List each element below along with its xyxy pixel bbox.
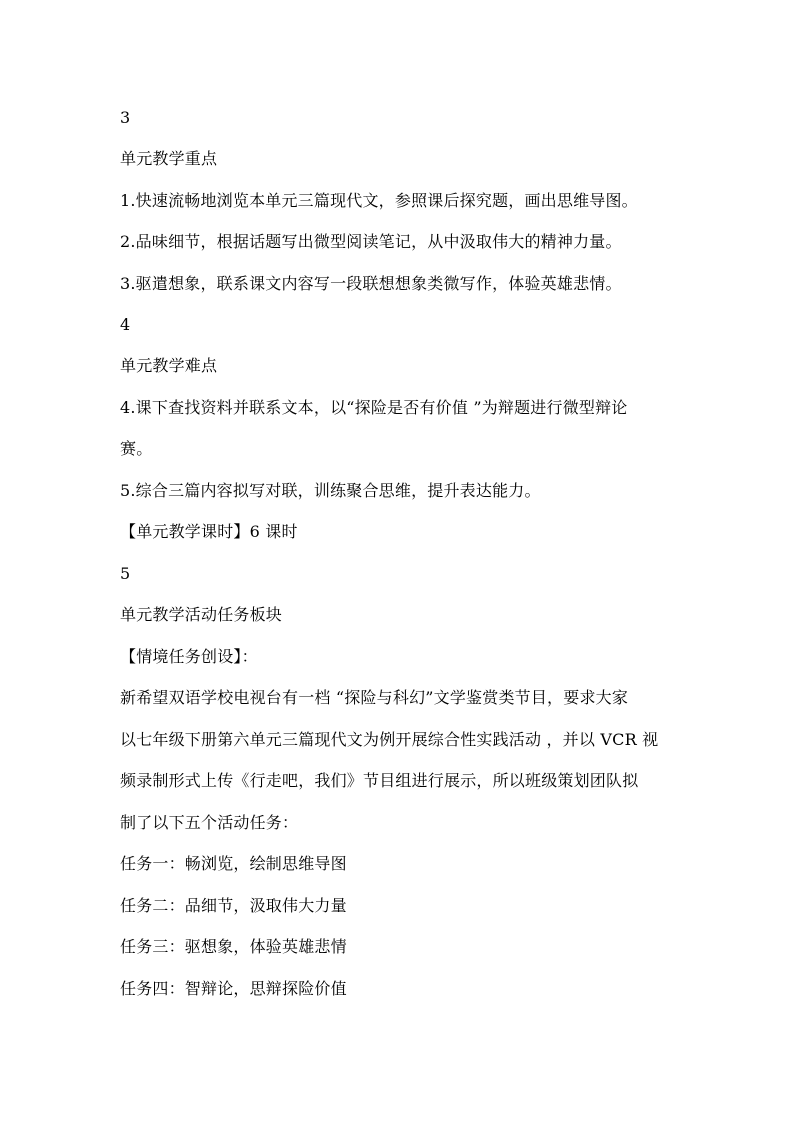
scenario-paragraph-line-3: 频录制形式上传《行走吧，我们》节目组进行展示，所以班级策划团队拟 [120,771,639,790]
scenario-heading: 【情境任务创设】： [120,647,258,666]
difficulty-item-4-continued: 赛。 [120,439,153,458]
difficulty-item-5: 5.综合三篇内容拟写对联，训练聚合思维，提升表达能力。 [120,481,541,500]
focus-item-1: 1.快速流畅地浏览本单元三篇现代文，参照课后探究题，画出思维导图。 [120,191,638,210]
difficulty-item-4: 4.课下查找资料并联系文本，以“探险是否有价值 ”为辩题进行微型辩论 [120,398,628,417]
scenario-paragraph-line-4: 制了以下五个活动任务： [120,813,299,832]
focus-item-2: 2.品味细节，根据话题写出微型阅读笔记，从中汲取伟大的精神力量。 [120,232,622,251]
section-number-5: 5 [120,564,131,583]
heading-teaching-difficulty: 单元教学难点 [120,356,218,375]
task-2: 任务二：品细节，汲取伟大力量 [120,896,347,915]
class-hours: 【单元教学课时】6 课时 [120,522,298,541]
section-number-4: 4 [120,315,131,334]
focus-item-3: 3.驱遣想象，联系课文内容写一段联想想象类微写作，体验英雄悲情。 [120,274,622,293]
heading-teaching-focus: 单元教学重点 [120,149,218,168]
scenario-paragraph-line-2: 以七年级下册第六单元三篇现代文为例开展综合性实践活动 ，并以 VCR 视 [120,730,659,749]
task-1: 任务一：畅浏览，绘制思维导图 [120,854,347,873]
heading-activity-tasks: 单元教学活动任务板块 [120,605,283,624]
scenario-paragraph-line-1: 新希望双语学校电视台有一档 “探险与科幻”文学鉴赏类节目，要求大家 [120,688,629,707]
section-number-3: 3 [120,108,131,127]
task-3: 任务三：驱想象，体验英雄悲情 [120,937,347,956]
task-4: 任务四：智辩论，思辩探险价值 [120,979,347,998]
